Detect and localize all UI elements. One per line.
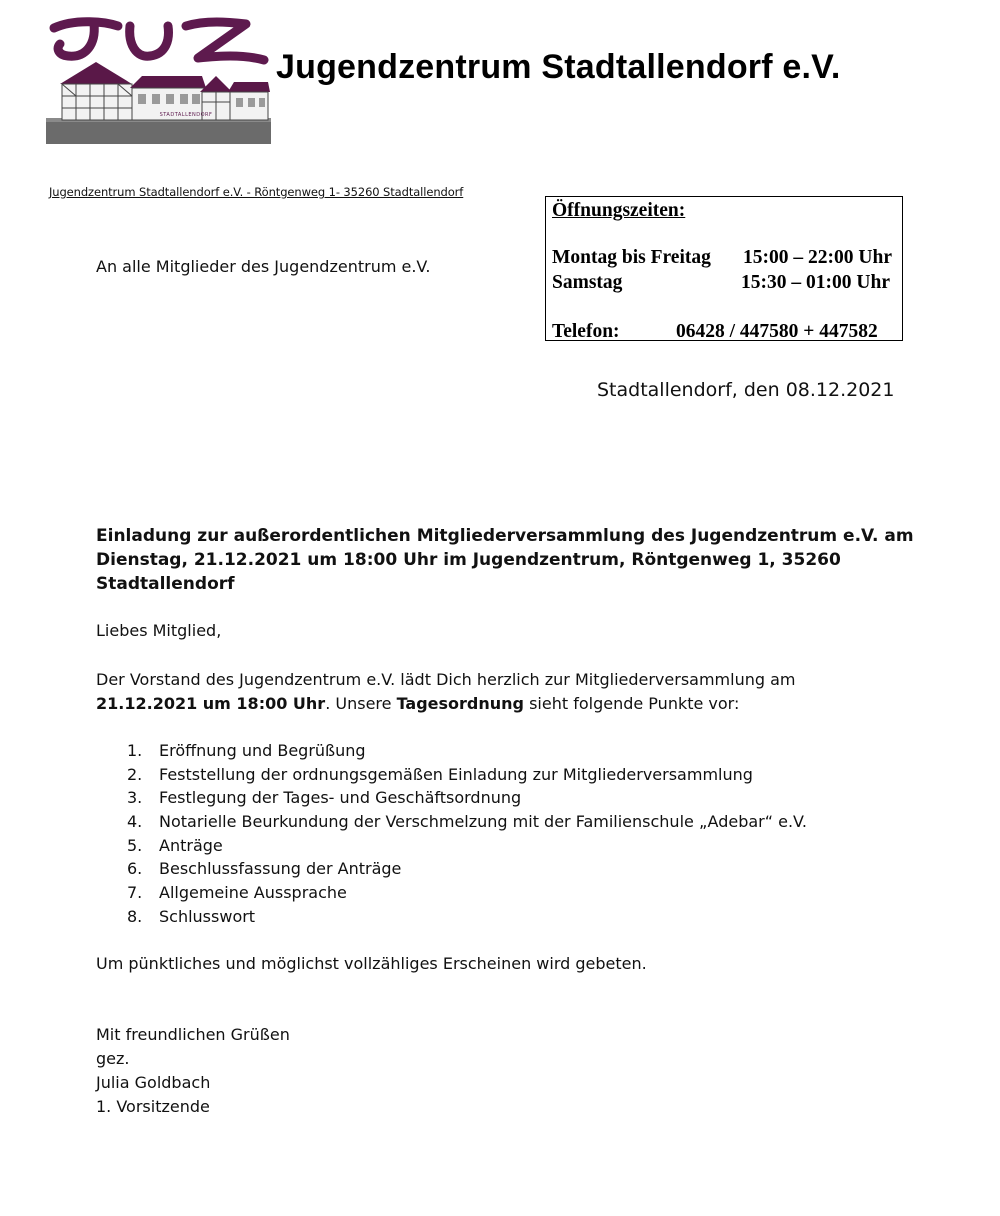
agenda-item-number: 8. xyxy=(127,906,143,926)
agenda-item-number: 3. xyxy=(127,788,143,808)
opening-hours-weekday-row xyxy=(552,247,892,269)
agenda-item xyxy=(96,739,807,763)
agenda-word-bold: Tagesordnung xyxy=(396,694,524,713)
intro-text-2: . Unsere xyxy=(325,694,397,713)
letter-date: Stadtallendorf, den 08.12.2021 xyxy=(597,379,895,401)
agenda-item-number: 2. xyxy=(127,764,143,784)
agenda-item-text: Beschlussfassung der Anträge xyxy=(159,859,402,879)
signer-role: 1. Vorsitzende xyxy=(96,1097,210,1116)
agenda-item xyxy=(96,881,807,905)
intro-paragraph xyxy=(96,668,896,716)
agenda-item-number: 5. xyxy=(127,835,143,855)
signer-name: Julia Goldbach xyxy=(96,1073,211,1092)
agenda-item-text: Anträge xyxy=(159,835,223,855)
agenda-item-text: Notarielle Beurkundung der Verschmelzung mit der Familienschule „Adebar“ e.V. xyxy=(159,812,808,832)
saturday-time: 15:30 – 01:00 Uhr xyxy=(741,272,890,293)
agenda-item-text: Schlusswort xyxy=(159,906,256,926)
agenda-item-number: 7. xyxy=(127,883,143,903)
signature-gez: gez. xyxy=(96,1049,130,1068)
recipient-line: An alle Mitglieder des Jugendzentrum e.V. xyxy=(96,257,431,276)
agenda-list xyxy=(96,739,807,929)
agenda-item-number: 4. xyxy=(127,812,143,832)
intro-text-1: Der Vorstand des Jugendzentrum e.V. lädt Dich herzlich zur Mitgliederversammlung am xyxy=(96,670,796,689)
sender-address-line: Jugendzentrum Stadtallendorf e.V. - Röntgenweg 1- 35260 Stadtallendorf xyxy=(49,185,464,199)
logo xyxy=(46,14,271,144)
saturday-label: Samstag xyxy=(552,272,623,293)
agenda-item-text: Allgemeine Aussprache xyxy=(159,883,347,903)
agenda-item-text: Feststellung der ordnungsgemäßen Einladung zur Mitgliederversammlung xyxy=(159,764,753,784)
letter-greeting: Liebes Mitglied, xyxy=(96,621,222,640)
agenda-item xyxy=(96,786,807,810)
meeting-date-bold: 21.12.2021 um 18:00 Uhr xyxy=(96,694,326,713)
closing-salutation: Mit freundlichen Grüßen xyxy=(96,1025,290,1044)
intro-text-3: sieht folgende Punkte vor: xyxy=(524,694,740,713)
agenda-item-number: 6. xyxy=(127,859,143,879)
org-title: Jugendzentrum Stadtallendorf e.V. xyxy=(276,48,841,86)
signature-block xyxy=(96,1023,290,1119)
weekday-label: Montag bis Freitag xyxy=(552,247,711,268)
phone-row xyxy=(552,321,892,343)
letter-subject: Einladung zur außerordentlichen Mitgliederversammlung des Jugendzentrum e.V. am Dienstag, 21.12.2021 um 18:00 Uhr im Jugendzentrum, Röntgenweg 1, 35260 Stadtallendorf xyxy=(96,526,914,594)
agenda-item-number: 1. xyxy=(127,741,143,760)
opening-hours-box xyxy=(545,196,903,341)
logo-caption: STADTALLENDORF xyxy=(159,112,213,118)
weekday-time: 15:00 – 22:00 Uhr xyxy=(743,247,892,268)
phone-label: Telefon: xyxy=(552,321,620,342)
agenda-item xyxy=(96,763,807,787)
agenda-item xyxy=(96,810,807,834)
youth-center-logo-image xyxy=(46,14,271,144)
opening-hours-title: Öffnungszeiten: xyxy=(552,200,686,221)
agenda-item xyxy=(96,834,807,858)
phone-number: 06428 / 447580 + 447582 xyxy=(676,321,878,342)
closing-request: Um pünktliches und möglichst vollzähliges Erscheinen wird gebeten. xyxy=(96,954,647,973)
opening-hours-saturday-row xyxy=(552,272,892,294)
agenda-item xyxy=(96,905,807,929)
agenda-item-text: Eröffnung und Begrüßung xyxy=(159,741,366,760)
agenda-item xyxy=(96,857,807,881)
agenda-item-text: Festlegung der Tages- und Geschäftsordnung xyxy=(159,788,522,808)
